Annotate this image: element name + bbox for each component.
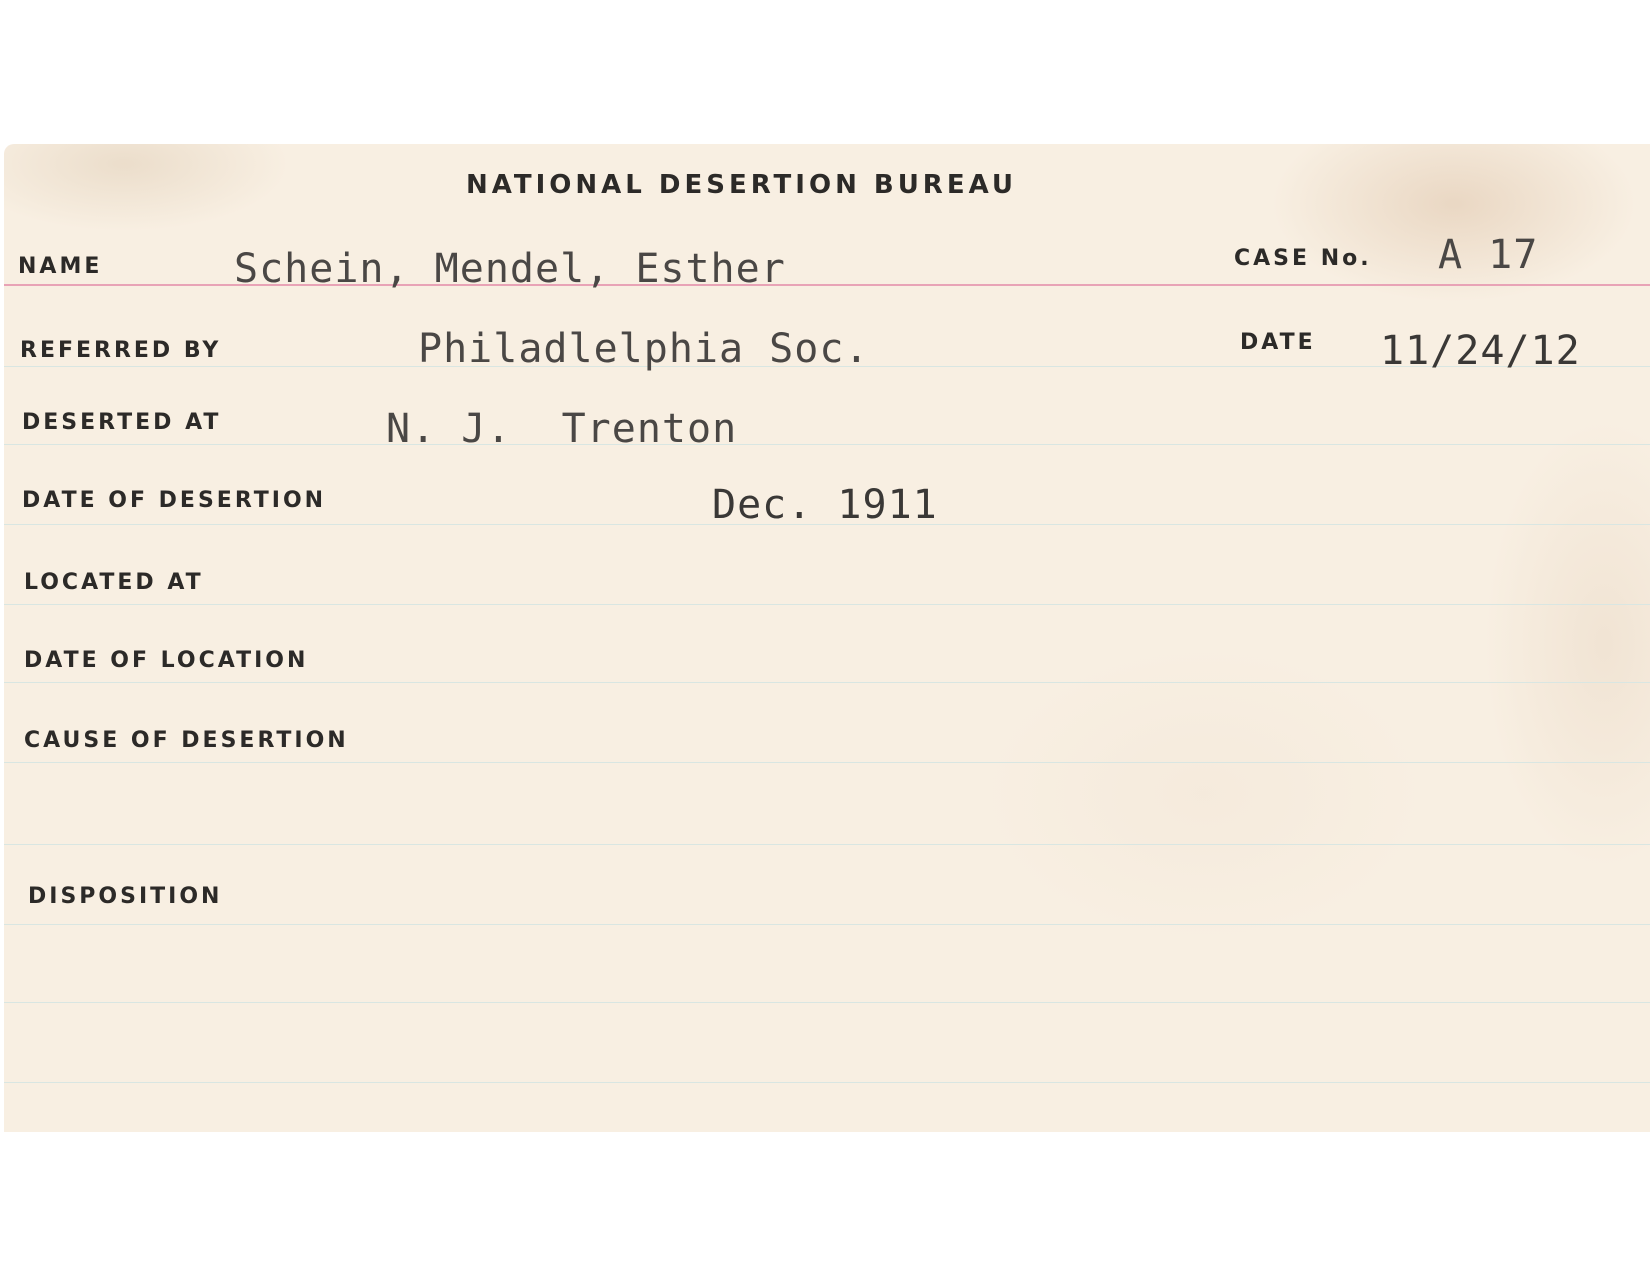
cause-of-desertion-label: CAUSE OF DESERTION — [24, 728, 349, 753]
date-of-location-label: DATE OF LOCATION — [24, 648, 309, 673]
ruled-line — [4, 844, 1650, 845]
ruled-line — [4, 1002, 1650, 1003]
disposition-label: DISPOSITION — [28, 884, 223, 909]
ruled-line — [4, 682, 1650, 683]
name-value: Schein, Mendel, Esther — [234, 246, 786, 292]
deserted-at-value: N. J. Trenton — [386, 406, 738, 452]
case-no-label: CASE No. — [1234, 246, 1372, 271]
date-label: DATE — [1240, 330, 1316, 355]
name-label: NAME — [18, 254, 103, 279]
card-title: NATIONAL DESERTION BUREAU — [466, 170, 1018, 200]
date-of-desertion-value: Dec. 1911 — [712, 482, 938, 528]
deserted-at-label: DESERTED AT — [22, 410, 222, 435]
ruled-line — [4, 762, 1650, 763]
ruled-line — [4, 604, 1650, 605]
referred-by-label: REFERRED BY — [20, 338, 222, 363]
located-at-label: LOCATED AT — [24, 570, 204, 595]
referred-by-value: Philadlelphia Soc. — [418, 326, 870, 372]
ruled-line — [4, 444, 1650, 445]
index-card — [4, 144, 1650, 1132]
date-of-desertion-label: DATE OF DESERTION — [22, 488, 327, 513]
date-value: 11/24/12 — [1380, 328, 1581, 374]
case-no-value: A 17 — [1438, 232, 1539, 278]
ruled-line — [4, 924, 1650, 925]
ruled-line — [4, 1082, 1650, 1083]
